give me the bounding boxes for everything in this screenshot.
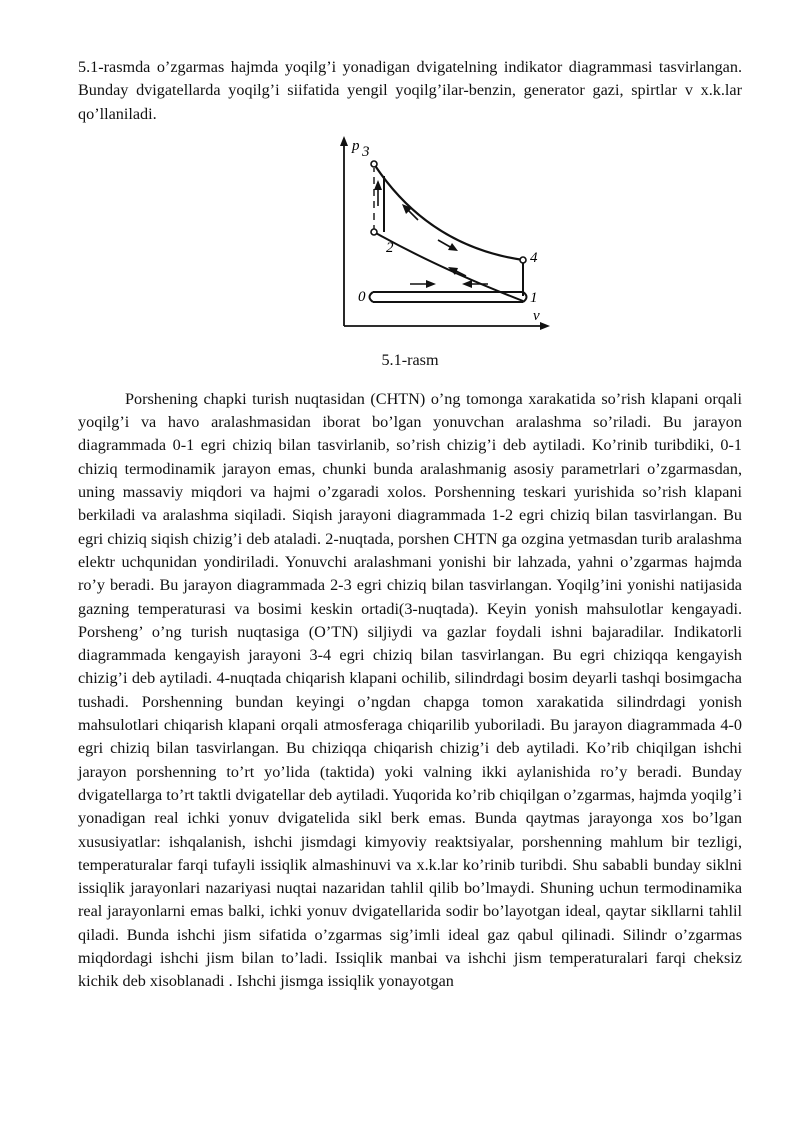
- pv-diagram: [318, 136, 558, 341]
- point-3-label: 3: [362, 143, 370, 160]
- arrow-up-icon: [374, 180, 382, 190]
- point-4-marker: [520, 257, 526, 263]
- point-0-label: 0: [358, 288, 366, 305]
- line-joint: [370, 292, 374, 302]
- arrow-left-icon: [462, 280, 472, 288]
- indicator-diagram-figure: [78, 136, 742, 376]
- p-axis-arrow-icon: [340, 136, 348, 146]
- point-4-label: 4: [530, 249, 538, 266]
- point-1-label: 1: [530, 289, 538, 306]
- v-axis-arrow-icon: [540, 322, 550, 330]
- compression-curve: [374, 232, 523, 301]
- arrow-right-icon: [426, 280, 436, 288]
- body-paragraph: Porshening chapki turish nuqtasidan (CHTN) o’ng tomonga xarakatida so’rish klapani orqali yoqilg’i va havo aralashmasidan iborat bo’lgan yonuvchan aralashma so’riladi. Bu jarayon diagrammada 0-1 egri chiziq bilan tasvirlanib, so’rish chizig’i deb aytiladi. Ko’rinib turibdiki, 0-1 chiziq termodinamik jarayon emas, chunki bunda aralashmanig asosiy parametrlari o’zgarmasdan, uning massaviy miqdori va hajmi o’zgaradi xolos. Porshenning teskari yurishida so’rish klapani berkiladi va aralashma siqiladi. Siqish jarayoni diagrammada 1-2 egri chiziq bilan tasvirlangan. Bu egri chiziq siqish chizig’i deb ataladi. 2-nuqtada, porshen CHTN ga ozgina yetmasdan turib aralashma elektr uchqunidan yondiriladi. Yonuvchi aralashmani yonishi bir lahzada, yahni o’zgarmas hajmda ro’y beradi. Bu jarayon diagrammada 2-3 egri chiziq bilan tasvirlangan. Yoqilg’ini yonishi natijasida gazning temperaturasi va bosimi keskin ortadi(3-nuqtada). Keyin yonish mahsulotlar kengayadi. Porsheng’ o’ng turish nuqtasiga (O’TN) siljiydi va gazlar foydali ishni bajaradilar. Indikatorli diagrammada kengayish jarayoni 3-4 egri chiziq bilan tasvirlangan. Bu egri chiziqqa kengayish chizig’i deb aytiladi. 4-nuqtada chiqarish klapani ochilib, silindrdagi bosim deyarli tashqi bosimgacha tushadi. Porshenning bundan keyingi o’ngdan chapga tomon xarakatida silindrdagi yonish mahsulotlari chiqarish klapani orqali atmosferaga chiqarilib yuboriladi. Bu jarayon diagrammada 4-0 egri chiziq bilan tasvirlangan. Bu chiziqqa chiqarish chizig’i deb aytiladi. Ko’rib chiqilgan ishchi jarayon porshenning to’rt yo’lida (taktida) yoki valning ikki aylanishida ro’y beradi. Bunday dvigatellarga to’rt taktli dvigatellar deb aytiladi. Yuqorida ko’rib chiqilgan o’zgarmas, hajmda yoqilg’i yonadigan real ichki yonuv dvigatelida sikl berk emas. Bunda qaytmas jarayonga xos bo’lgan xususiyatlar: ishqalanish, ishchi jismdagi kimyoviy reaktsiyalar, porshenning mahlum bir tezligi, temperaturalar farqi tufayli issiqlik almashinuvi va x.k.lar ko’rinib turibdi. Shu sababli bunday siklni issiqlik jarayonlari nazariyasi nuqtai nazaridan tahlil qilib bo’lmaydi. Shuning uchun termodinamika real jarayonlarni emas balki, ichki yonuv dvigatellarida sodir bo’layotgan ideal, qaytar sikllarni tahlil qiladi. Bunda ishchi jism sifatida o’zgarmas sig’imli ideal gaz qabul qilinadi. Silindr o’zgarmas miqdordagi ishchi jism bilan to’ladi. Issiqlik manbai va ishchi jism temperaturalari farqi cheksiz kichik deb xisoblanadi . Ishchi jismga issiqlik yonayotgan: [78, 389, 742, 991]
- document-page: [78, 56, 742, 994]
- axis-p-label: p: [352, 137, 360, 154]
- point-2-marker: [371, 229, 377, 235]
- intro-paragraph: 5.1-rasmda o’zgarmas hajmda yoqilg’i yonadigan dvigatelning indikator diagrammasi tasvirlangan. Bunday dvigatellarda yoqilg’i siifatida yengil yoqilg’ilar-benzin, generator gazi, spirtlar v x.k.lar qo’llaniladi.: [78, 58, 742, 123]
- figure-caption: 5.1-rasm: [381, 350, 439, 369]
- axis-v-label: v: [533, 307, 540, 324]
- point-3-marker: [371, 161, 377, 167]
- point-2-label: 2: [386, 239, 394, 256]
